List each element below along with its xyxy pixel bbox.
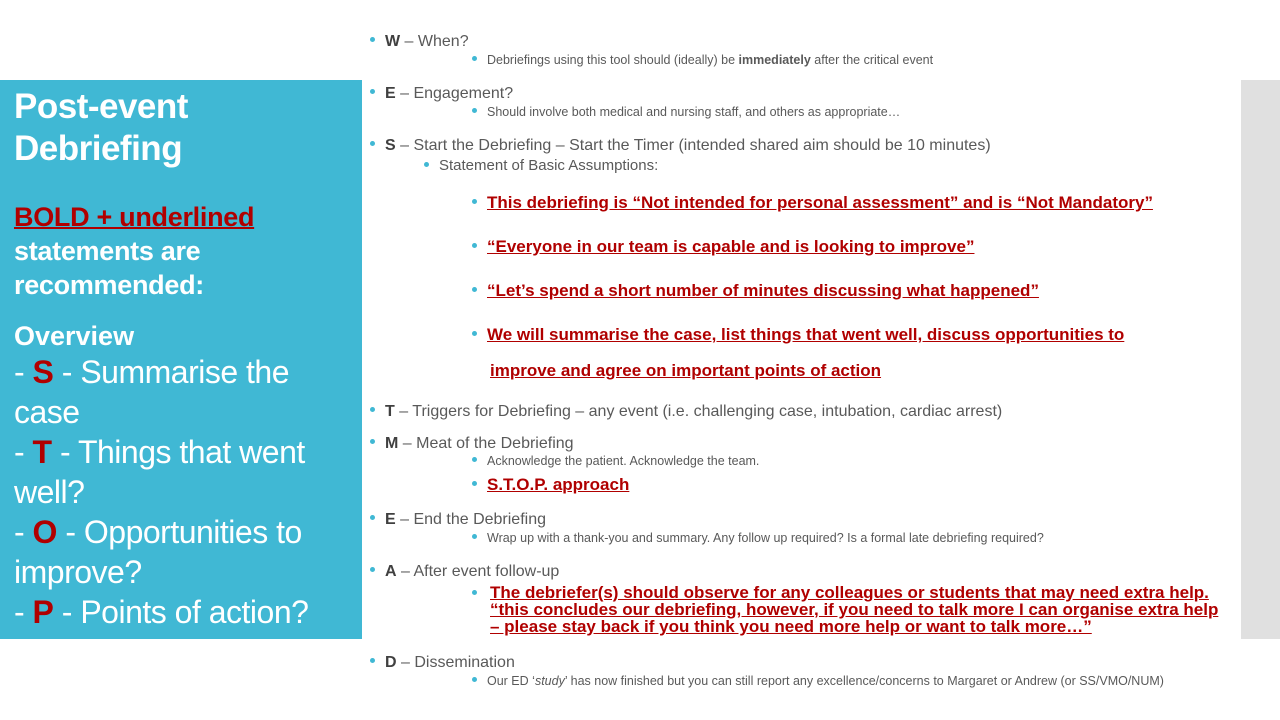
item-meat: M – Meat of the Debriefing bbox=[370, 435, 574, 453]
item-when: W – When? bbox=[370, 33, 469, 51]
overview bbox=[14, 320, 354, 632]
content-list bbox=[370, 0, 1250, 720]
assumption-3: “Let’s spend a short number of minutes discussing what happened” bbox=[472, 281, 1039, 301]
item-dissemination: D – Dissemination bbox=[370, 654, 515, 672]
bullet-icon bbox=[370, 658, 375, 663]
bullet-icon bbox=[472, 243, 477, 248]
bullet-icon bbox=[472, 108, 477, 113]
bullet-icon bbox=[472, 199, 477, 204]
bullet-icon bbox=[370, 141, 375, 146]
item-triggers: T – Triggers for Debriefing – any event (i.e. challenging case, intubation, cardiac arrest) bbox=[370, 403, 1002, 421]
legend-line-2: statements are bbox=[14, 236, 201, 266]
bullet-icon bbox=[472, 590, 477, 595]
bullet-icon bbox=[424, 162, 429, 167]
bullet-icon bbox=[472, 287, 477, 292]
title-panel bbox=[0, 80, 362, 639]
legend-emphasis: BOLD + underlined bbox=[14, 202, 255, 232]
stop-approach: S.T.O.P. approach bbox=[472, 475, 629, 495]
overview-item-p: - P - Points of action? bbox=[14, 594, 309, 630]
item-engagement-detail: Should involve both medical and nursing staff, and others as appropriate… bbox=[472, 105, 900, 119]
overview-item-t: - T - Things that went well? bbox=[14, 434, 305, 510]
bullet-icon bbox=[370, 439, 375, 444]
item-end: E – End the Debriefing bbox=[370, 511, 546, 529]
bullet-icon bbox=[472, 331, 477, 336]
bullet-icon bbox=[472, 677, 477, 682]
bullet-icon bbox=[472, 56, 477, 61]
item-after-detail: The debriefer(s) should observe for any colleagues or students that may need extra help. “this concludes our debriefing, however, if you need to talk more I can organise extra help – please stay back if you think you need more help or want to talk more…” bbox=[472, 584, 1222, 635]
item-after: A – After event follow-up bbox=[370, 563, 559, 581]
overview-title: Overview bbox=[14, 321, 135, 351]
assumption-1: This debriefing is “Not intended for personal assessment” and is “Not Mandatory” bbox=[472, 193, 1153, 213]
legend-note bbox=[14, 200, 254, 302]
assumption-4-cont: improve and agree on important points of action bbox=[490, 361, 882, 380]
bullet-icon bbox=[370, 567, 375, 572]
bullet-icon bbox=[370, 89, 375, 94]
item-start-detail: Statement of Basic Assumptions: bbox=[424, 157, 658, 174]
legend-line-3: recommended: bbox=[14, 270, 204, 300]
slide-title bbox=[14, 86, 188, 170]
bullet-icon bbox=[472, 457, 477, 462]
item-end-detail: Wrap up with a thank-you and summary. Any follow up required? Is a formal late debriefing required? bbox=[472, 531, 1044, 545]
overview-item-o: - O - Opportunities to improve? bbox=[14, 514, 302, 590]
item-meat-detail: Acknowledge the patient. Acknowledge the team. bbox=[472, 454, 759, 468]
bullet-icon bbox=[370, 37, 375, 42]
bullet-icon bbox=[472, 481, 477, 486]
item-engagement: E – Engagement? bbox=[370, 85, 513, 103]
overview-item-s: - S - Summarise the case bbox=[14, 354, 290, 430]
title-line-2: Debriefing bbox=[14, 129, 183, 168]
item-when-detail: Debriefings using this tool should (ideally) be immediately after the critical event bbox=[472, 53, 933, 67]
item-start: S – Start the Debriefing – Start the Timer (intended shared aim should be 10 minutes) bbox=[370, 137, 991, 155]
assumption-4: We will summarise the case, list things that went well, discuss opportunities to bbox=[472, 325, 1124, 345]
bullet-icon bbox=[472, 534, 477, 539]
bullet-icon bbox=[370, 407, 375, 412]
assumption-2: “Everyone in our team is capable and is looking to improve” bbox=[472, 237, 974, 257]
bullet-icon bbox=[370, 515, 375, 520]
title-line-1: Post-event bbox=[14, 87, 188, 126]
item-dissemination-detail: Our ED ‘study’ has now finished but you can still report any excellence/concerns to Margaret or Andrew (or SS/VMO/NUM) bbox=[472, 674, 1164, 688]
